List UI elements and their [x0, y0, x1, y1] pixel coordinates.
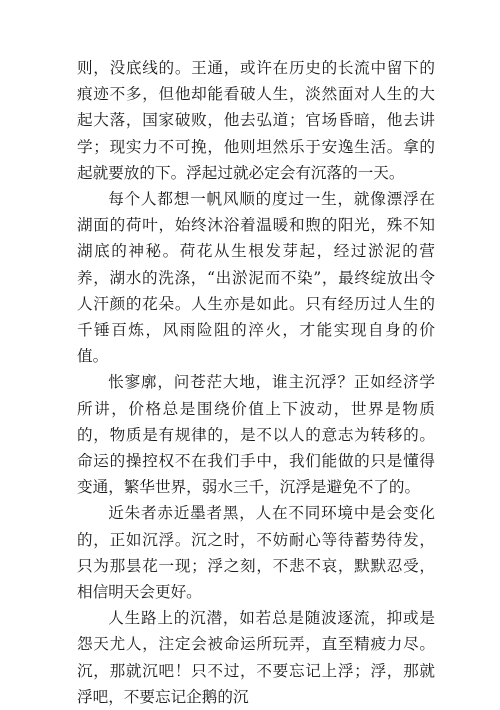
paragraph-1: 则，没底线的。王通，或许在历史的长流中留下的痕迹不多，但他却能看破人生，淡然面对人生的大起大落，国家破败，他去弘道；官场昏暗，他去讲学；现实力不可挽，他则坦然乐于安逸生活。拿的起就要放的下。浮起过就必定会有沉落的一天。 — [77, 59, 435, 182]
paragraph-3: 怅寥廓，问苍茫大地，谁主沉浮？正如经济学所讲，价格总是围绕价值上下波动，世界是物质的，物质是有规律的，是不以人的意志为转移的。命运的操控权不在我们手中，我们能做的只是懂得变通，繁华世界，弱水三千，沉浮是避免不了的。 — [77, 373, 435, 497]
paragraph-4: 近朱者赤近墨者黑，人在不同环境中是会变化的，正如沉浮。沉之时，不妨耐心等待蓄势待发，只为那昙花一现；浮之刻，不悲不哀，默默忍受，相信明天会更好。 — [77, 504, 435, 602]
paragraph-5: 人生路上的沉潜，如若总是随波逐流，抑或是怨天尤人，注定会被命运所玩弄，直至精疲力尽。沉，那就沉吧！只不过，不要忘记上浮；浮，那就浮吧，不要忘记企鹅的沉 — [77, 609, 435, 706]
document-body — [77, 55, 435, 710]
paragraph-2: 每个人都想一帆风顺的度过一生，就像漂浮在湖面的荷叶，始终沐浴着温暖和煦的阳光，殊不知湖底的神秘。荷花从生根发芽起，经过淤泥的营养，湖水的洗涤，“出淤泥而不染”，最终绽放出令人汗颜的花朵。人生亦是如此。只有经历过人生的千锤百炼，风雨险阻的淬火，才能实现自身的价值。 — [77, 190, 435, 366]
